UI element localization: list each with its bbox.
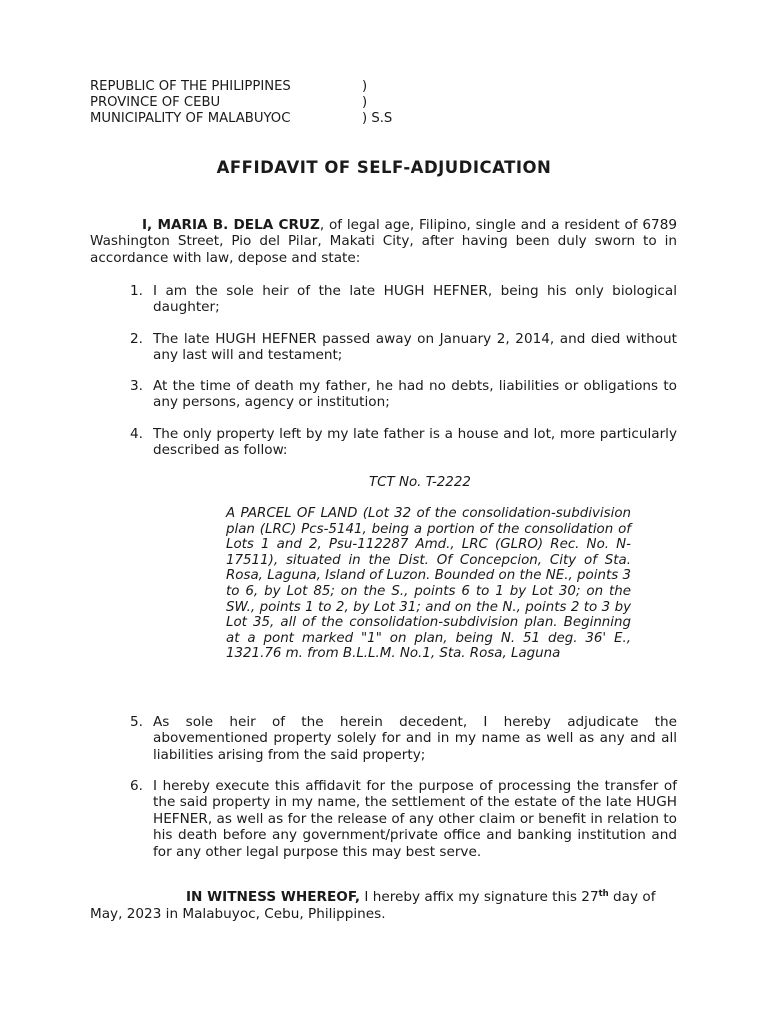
intro-text: , of legal age, Filipino, single and a resident of 6789 Washington Street, Pio del Pilar, Makati City, after having been duly sworn to in accordance with law, depose and state:	[90, 217, 677, 266]
item-number: 5.	[130, 714, 143, 730]
venue-line-text: PROVINCE OF CEBU	[90, 95, 221, 110]
venue-line-text: MUNICIPALITY OF MALABUYOC	[90, 111, 291, 126]
affiant-name: I, MARIA B. DELA CRUZ	[142, 217, 320, 233]
witness-text: I hereby affix my signature this 27	[360, 889, 599, 905]
venue-line-mark: ) S.S	[362, 111, 393, 126]
witness-paragraph	[90, 889, 677, 922]
item-number: 6.	[130, 778, 143, 794]
list-item	[130, 426, 677, 459]
tct-number: TCT No. T-2222	[369, 475, 471, 490]
item-text: I hereby execute this affidavit for the purpose of processing the transfer of the said property in my name, the settlement of the estate of the late HUGH HEFNER, as well as for the release of any other claim or benefit in relation to his death before any government/private office and banking institution and for any other legal purpose this may best serve.	[153, 778, 677, 860]
item-number: 3.	[130, 378, 143, 394]
venue-line	[90, 79, 392, 95]
venue-line	[90, 95, 392, 111]
list-item	[130, 283, 677, 316]
list-item	[130, 331, 677, 364]
witness-text-end: day of May, 2023 in Malabuyoc, Cebu, Philippines.	[90, 889, 656, 922]
list-item	[130, 778, 677, 860]
list-item	[130, 378, 677, 411]
list-item	[130, 714, 677, 763]
intro-paragraph	[90, 217, 677, 266]
item-number: 4.	[130, 426, 143, 442]
date-ordinal: th	[598, 889, 609, 899]
item-text: As sole heir of the herein decedent, I hereby adjudicate the abovementioned property solely for and in my name as well as any and all liabilities arising from the said property;	[153, 714, 677, 763]
document-title: AFFIDAVIT OF SELF-ADJUDICATION	[216, 158, 552, 177]
venue-block	[90, 79, 392, 127]
venue-line-mark: )	[362, 95, 368, 110]
item-number: 1.	[130, 283, 143, 299]
land-description: A PARCEL OF LAND (Lot 32 of the consolidation-subdivision plan (LRC) Pcs-5141, being a portion of the consolidation of Lots 1 and 2, Psu-112287 Amd., LRC (GLRO) Rec. No. N-17511), situated in the Dist. Of Concepcion, City of Sta. Rosa, Laguna, Island of Luzon. Bounded on the NE., points 3 to 6, by Lot 85; on the S., points 6 to 1 by Lot 30; on the SW., points 1 to 2, by Lot 31; and on the N., points 2 to 3 by Lot 35, all of the consolidation-subdivision plan. Beginning at a pont marked "1" on plan, being N. 51 deg. 36' E., 1321.76 m. from B.L.L.M. No.1, Sta. Rosa, Laguna	[226, 506, 631, 662]
venue-line	[90, 111, 392, 127]
item-text: At the time of death my father, he had no debts, liabilities or obligations to any persons, agency or institution;	[153, 378, 677, 411]
venue-line-text: REPUBLIC OF THE PHILIPPINES	[90, 79, 291, 94]
item-text: I am the sole heir of the late HUGH HEFNER, being his only biological daughter;	[153, 283, 677, 316]
item-number: 2.	[130, 331, 143, 347]
item-text: The only property left by my late father is a house and lot, more particularly described as follow:	[153, 426, 677, 459]
item-text: The late HUGH HEFNER passed away on January 2, 2014, and died without any last will and testament;	[153, 331, 677, 364]
witness-lead: IN WITNESS WHEREOF,	[186, 889, 361, 905]
venue-line-mark: )	[362, 79, 368, 94]
